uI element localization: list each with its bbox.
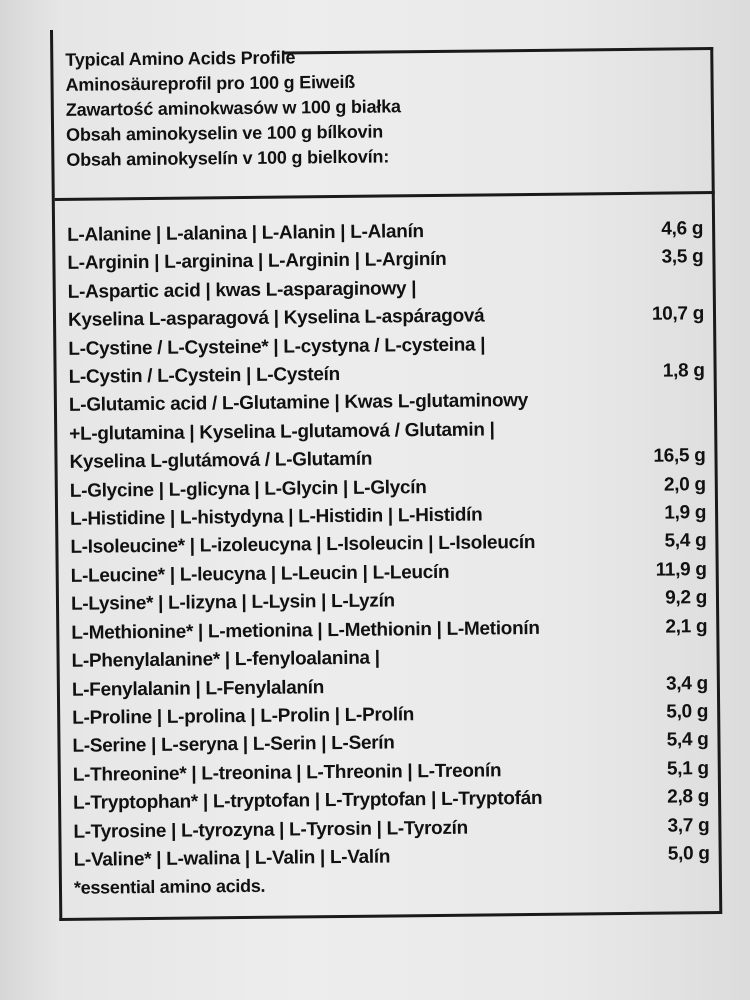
amino-acid-name: L-Histidine | L-histydyna | L-Histidin | L-Histidín <box>70 504 483 530</box>
amino-acid-name: L-Methionine* | L-metionina | L-Methionin | L-Metionín <box>71 617 540 644</box>
amino-acid-value <box>645 433 705 434</box>
amino-acid-table <box>50 23 722 921</box>
amino-acid-value: 3,4 g <box>665 672 708 695</box>
amino-acid-value: 11,9 g <box>655 559 707 581</box>
table-header <box>65 41 706 173</box>
amino-acid-value: 3,5 g <box>661 246 704 269</box>
amino-acid-name: L-Lysine* | L-lizyna | L-Lysin | L-Lyzín <box>70 590 395 616</box>
amino-acid-value: 3,7 g <box>667 814 710 837</box>
amino-acid-value: 9,2 g <box>665 587 708 609</box>
amino-acid-value: 2,0 g <box>663 473 706 496</box>
amino-acid-value: 2,1 g <box>665 615 708 638</box>
amino-acid-list <box>67 215 710 901</box>
amino-acid-value: 4,6 g <box>661 218 704 240</box>
amino-acid-name: L-Threonine* | L-treonina | L-Threonin | L-Treonín <box>72 760 502 786</box>
amino-acid-name: +L-glutamina | Kyselina L-glutamová / Glutamin | <box>69 419 495 445</box>
amino-acid-name: L-Arginin | L-arginina | L-Arginin | L-Arginín <box>67 249 447 275</box>
amino-acid-value: 5,0 g <box>667 843 710 865</box>
amino-acid-name: L-Alanine | L-alanina | L-Alanin | L-Alanín <box>67 221 424 246</box>
amino-acid-value: 10,7 g <box>651 303 705 325</box>
header-title-sk: Obsah aminokyselín v 100 g bielkovín: <box>66 146 390 170</box>
amino-acid-name: L-Aspartic acid | kwas L-asparaginowy | <box>67 277 417 303</box>
amino-acid-name: L-Phenylalanine* | L-fenyloalanina | <box>71 647 380 672</box>
amino-acid-value: 5,0 g <box>666 701 709 723</box>
header-title-en: Typical Amino Acids Profile <box>65 47 296 70</box>
amino-acid-value: 1,9 g <box>664 502 707 524</box>
amino-acid-value <box>645 405 705 406</box>
amino-acid-name: L-Tyrosine | L-tyrozyna | L-Tyrosin | L-Tyrozín <box>73 817 469 843</box>
amino-acid-value: 5,4 g <box>664 530 707 553</box>
amino-acid-value <box>644 348 704 349</box>
amino-acid-name: L-Cystine / L-Cysteine* | L-cystyna / L-cysteina | <box>68 334 486 360</box>
footnote: *essential amino acids. <box>73 876 266 899</box>
amino-acid-name: L-Leucine* | L-leucyna | L-Leucin | L-Leucín <box>70 561 450 587</box>
amino-acid-value <box>648 660 708 661</box>
amino-acid-name: L-Proline | L-prolina | L-Prolin | L-Prolín <box>72 704 415 729</box>
amino-acid-name: L-Glutamic acid / L-Glutamine | Kwas L-glutaminowy <box>68 390 529 417</box>
amino-acid-name: L-Tryptophan* | L-tryptofan | L-Tryptofan | L-Tryptofán <box>72 788 543 814</box>
amino-acid-name: L-Cystin / L-Cystein | L-Cysteín <box>68 364 340 388</box>
header-title-de: Aminosäureprofil pro 100 g Eiweiß <box>65 71 356 95</box>
amino-acid-name: L-Serine | L-seryna | L-Serin | L-Serín <box>72 732 395 758</box>
amino-acid-value: 2,8 g <box>667 786 710 808</box>
amino-acid-value: 5,1 g <box>666 757 709 780</box>
amino-acid-name: Kyselina L-asparagová | Kyselina L-aspáragová <box>67 305 485 332</box>
amino-acid-value <box>644 291 704 292</box>
amino-acid-value: 5,4 g <box>666 729 709 751</box>
amino-acid-value: 1,8 g <box>662 360 705 382</box>
amino-acid-name: L-Fenylalanin | L-Fenylalanín <box>71 676 325 701</box>
amino-acid-name: Kyselina L-glutámová / L-Glutamín <box>69 448 373 474</box>
amino-acid-name: L-Isoleucine* | L-izoleucyna | L-Isoleucin | L-Isoleucín <box>70 532 536 559</box>
amino-acid-name: L-Glycine | L-glicyna | L-Glycin | L-Glycín <box>69 476 427 502</box>
amino-acid-name: L-Valine* | L-walina | L-Valin | L-Valín <box>73 846 391 871</box>
right-border <box>710 47 722 911</box>
header-divider <box>55 191 715 201</box>
header-title-cz: Obsah aminokyselin ve 100 g bílkovin <box>65 121 384 145</box>
header-title-pl: Zawartość aminokwasów w 100 g białka <box>65 96 401 120</box>
amino-acid-value: 16,5 g <box>653 445 706 467</box>
